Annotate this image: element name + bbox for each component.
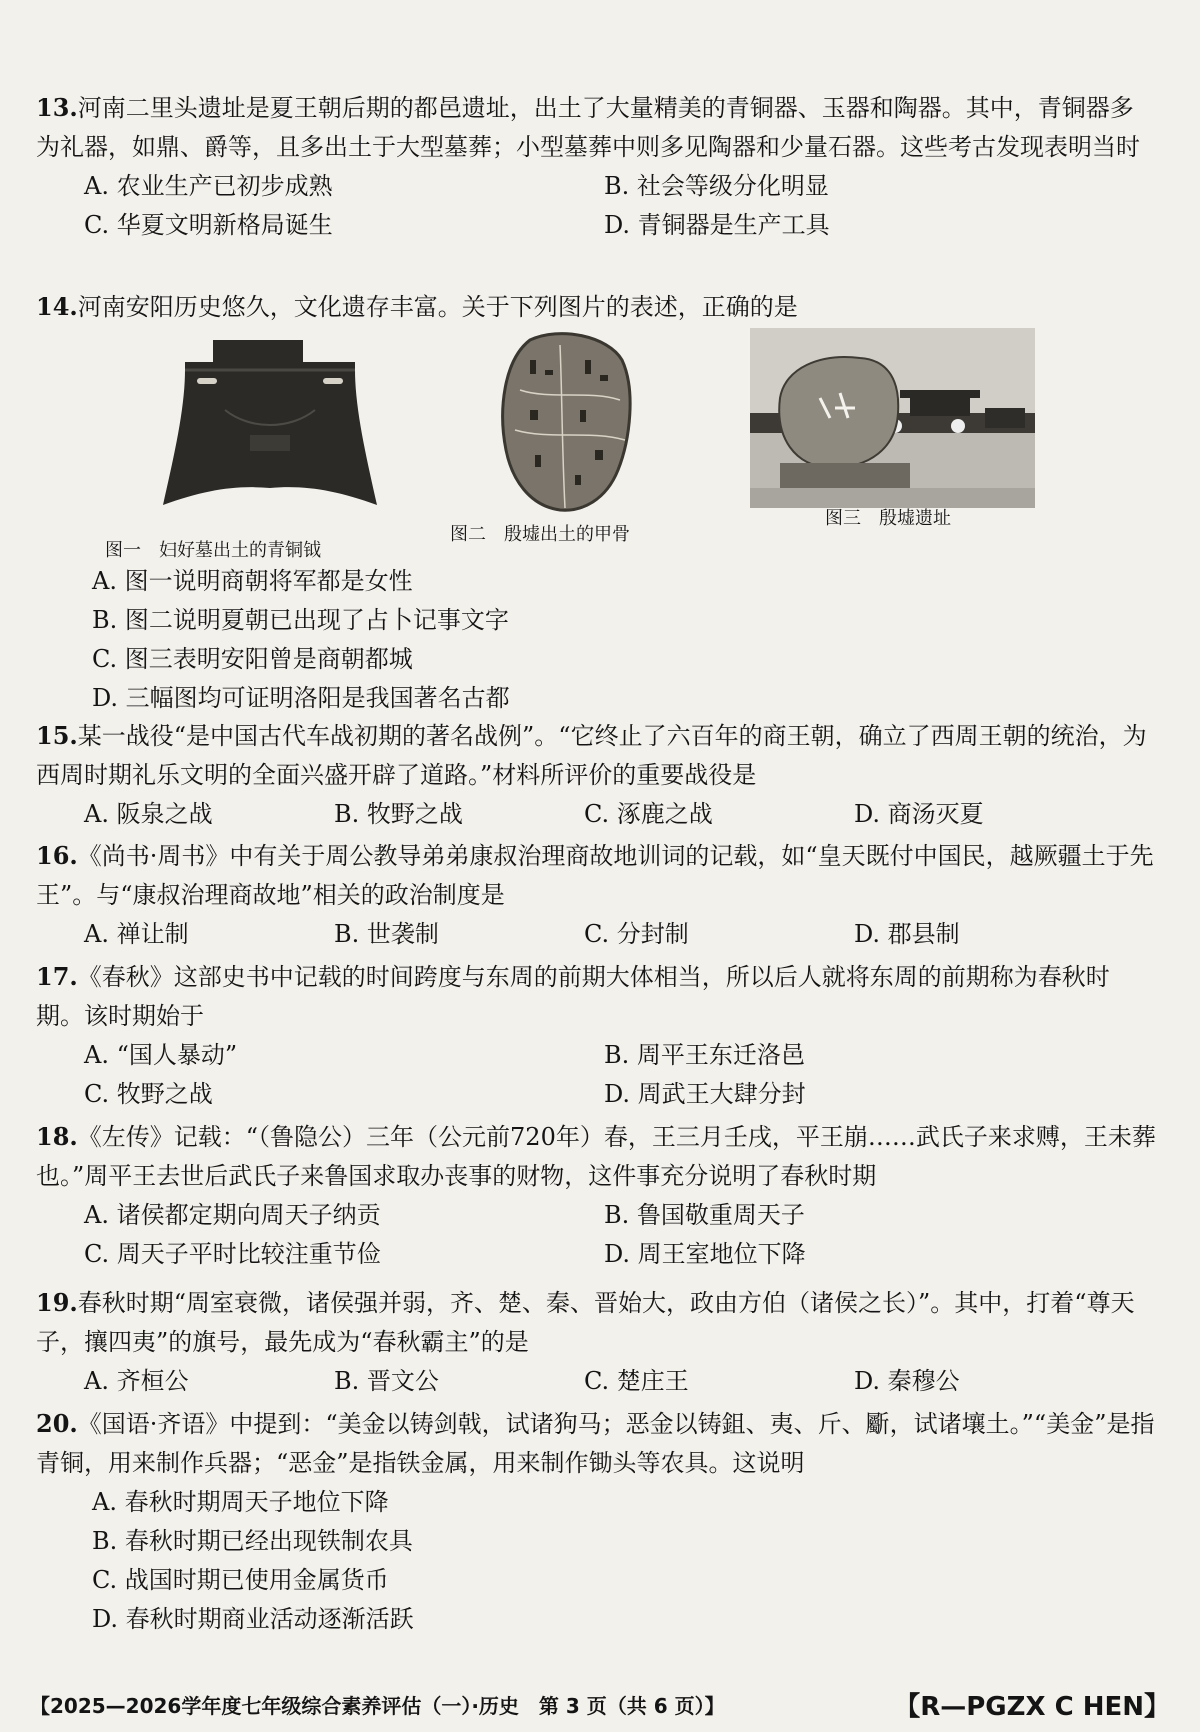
options [84, 795, 1156, 834]
question-17 [36, 957, 1156, 1114]
bronze-axe-image [155, 340, 385, 510]
question-number: 20. [36, 1409, 78, 1438]
option-c[interactable]: C. 华夏文明新格局诞生 [84, 211, 333, 239]
option-d[interactable]: D. 春秋时期商业活动逐渐活跃 [92, 1605, 414, 1633]
option-c[interactable]: C. 分封制 [584, 920, 689, 948]
question-stem: 《尚书·周书》中有关于周公教导弟弟康叔治理商故地训词的记载，如“皇天既付中国民，越厥疆土于先王”。与“康叔治理商故地”相关的政治制度是 [36, 842, 1154, 909]
option-b[interactable]: B. 周平王东迁洛邑 [604, 1041, 805, 1069]
option-d[interactable]: D. 青铜器是生产工具 [604, 211, 830, 239]
options [84, 1362, 1156, 1401]
question-14-options [36, 562, 1156, 718]
option-d[interactable]: D. 周王室地位下降 [604, 1240, 806, 1268]
question-stem: 某一战役“是中国古代车战初期的著名战例”。“它终止了六百年的商王朝，确立了西周王朝的统治，为西周时期礼乐文明的全面兴盛开辟了道路。”材料所评价的重要战役是 [36, 722, 1147, 789]
figure-3 [750, 328, 1035, 528]
question-stem: 河南二里头遗址是夏王朝后期的都邑遗址，出土了大量精美的青铜器、玉器和陶器。其中，青铜器多为礼器，如鼎、爵等，且多出土于大型墓葬；小型墓葬中则多见陶器和少量石器。这些考古发现表明当时 [36, 94, 1140, 161]
option-a[interactable]: A. 阪泉之战 [84, 800, 213, 828]
option-a[interactable]: A. 春秋时期周天子地位下降 [92, 1488, 389, 1516]
option-b[interactable]: B. 社会等级分化明显 [604, 172, 829, 200]
yinxu-site-photo [750, 328, 1035, 508]
figure-caption: 妇好墓出土的青铜钺 [159, 540, 321, 561]
option-c[interactable]: C. 周天子平时比较注重节俭 [84, 1240, 381, 1268]
figure-2 [450, 330, 640, 545]
option-d[interactable]: D. 商汤灭夏 [854, 800, 984, 828]
question-15 [36, 716, 1156, 834]
figure-1 [105, 340, 385, 561]
option-d[interactable]: D. 周武王大肆分封 [604, 1080, 806, 1108]
option-a[interactable]: A. 诸侯都定期向周天子纳贡 [84, 1201, 381, 1229]
figure-row [100, 330, 1100, 560]
question-number: 19. [36, 1288, 78, 1317]
question-stem: 春秋时期“周室衰微，诸侯强并弱，齐、楚、秦、晋始大，政由方伯（诸侯之长）”。其中，打着“尊天子，攘四夷”的旗号，最先成为“春秋霸主”的是 [36, 1289, 1135, 1356]
option-c[interactable]: C. 楚庄王 [584, 1367, 689, 1395]
option-c[interactable]: C. 涿鹿之战 [584, 800, 713, 828]
question-number: 17. [36, 962, 78, 991]
oracle-bone-image [490, 330, 640, 515]
question-14 [36, 287, 1156, 327]
figure-caption: 殷墟遗址 [879, 508, 951, 529]
figure-label: 图一 [105, 540, 141, 561]
question-number: 15. [36, 721, 78, 750]
option-c[interactable]: C. 图三表明安阳曾是商朝都城 [92, 645, 413, 673]
question-stem: 河南安阳历史悠久，文化遗存丰富。关于下列图片的表述，正确的是 [77, 293, 798, 321]
page-footer [30, 1686, 1170, 1722]
option-c[interactable]: C. 牧野之战 [84, 1080, 213, 1108]
option-b[interactable]: B. 晋文公 [334, 1367, 439, 1395]
option-b[interactable]: B. 牧野之战 [334, 800, 463, 828]
footer-code: 【R—PGZX C HEN】 [894, 1692, 1170, 1722]
figure-label: 图三 [825, 508, 861, 529]
options [84, 1196, 1156, 1274]
figure-caption: 殷墟出土的甲骨 [504, 524, 630, 545]
question-number: 13. [36, 93, 78, 122]
question-18 [36, 1117, 1156, 1274]
question-number: 18. [36, 1122, 78, 1151]
question-stem: 《春秋》这部史书中记载的时间跨度与东周的前期大体相当，所以后人就将东周的前期称为春秋时期。该时期始于 [36, 963, 1110, 1030]
options [84, 167, 1156, 245]
option-a[interactable]: A. 农业生产已初步成熟 [84, 172, 333, 200]
option-b[interactable]: B. 图二说明夏朝已出现了占卜记事文字 [92, 606, 509, 634]
options [84, 1036, 1156, 1114]
options [92, 1483, 1156, 1639]
question-number: 16. [36, 841, 78, 870]
option-a[interactable]: A. 禅让制 [84, 920, 189, 948]
option-a[interactable]: A. 图一说明商朝将军都是女性 [92, 567, 413, 595]
option-a[interactable]: A. 齐桓公 [84, 1367, 189, 1395]
option-b[interactable]: B. 鲁国敬重周天子 [604, 1201, 805, 1229]
option-d[interactable]: D. 三幅图均可证明洛阳是我国著名古都 [92, 684, 510, 712]
option-a[interactable]: A. “国人暴动” [84, 1041, 238, 1069]
question-stem: 《国语·齐语》中提到：“美金以铸剑戟，试诸狗马；恶金以铸鉏、夷、斤、斸，试诸壤土。”“美金”是指青铜，用来制作兵器；“恶金”是指铁金属，用来制作锄头等农具。这说明 [36, 1410, 1155, 1477]
options [92, 562, 1156, 718]
question-13 [36, 88, 1156, 245]
figure-label: 图二 [450, 524, 486, 545]
footer-page-info: 【2025—2026学年度七年级综合素养评估（一）·历史 第 3 页（共 6 页）】 [30, 1694, 725, 1718]
question-20 [36, 1404, 1156, 1639]
question-16 [36, 836, 1156, 954]
option-d[interactable]: D. 秦穆公 [854, 1367, 960, 1395]
question-19 [36, 1283, 1156, 1401]
question-stem: 《左传》记载：“（鲁隐公）三年（公元前720年）春，王三月壬戌，平王崩……武氏子来求赙，王未葬也。”周平王去世后武氏子来鲁国求取办丧事的财物，这件事充分说明了春秋时期 [36, 1123, 1156, 1190]
option-b[interactable]: B. 世袭制 [334, 920, 439, 948]
option-c[interactable]: C. 战国时期已使用金属货币 [92, 1566, 389, 1594]
option-d[interactable]: D. 郡县制 [854, 920, 960, 948]
question-number: 14. [36, 292, 78, 321]
option-b[interactable]: B. 春秋时期已经出现铁制农具 [92, 1527, 413, 1555]
options [84, 915, 1156, 954]
